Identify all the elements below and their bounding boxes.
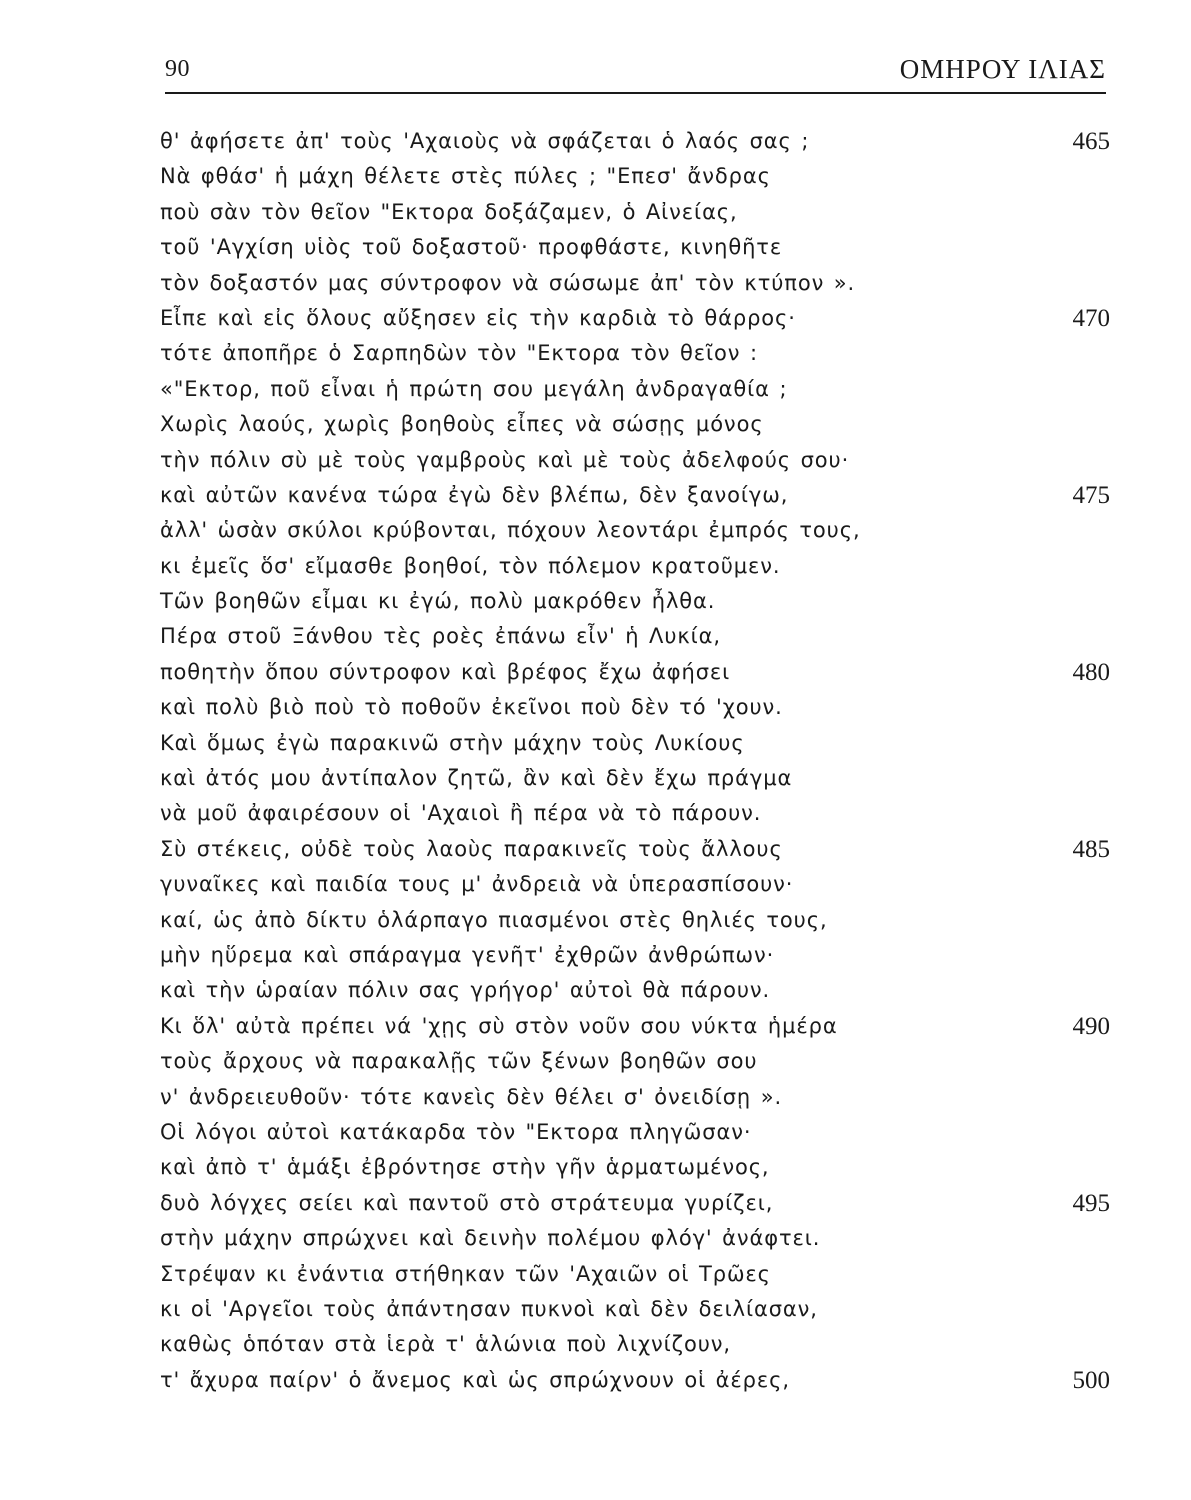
page-header — [165, 52, 1106, 92]
verse-text: θ' ἀφήσετε ἀπ' τοὺς 'Αχαιοὺς νὰ σφάζεται ὁ λαός σας ; — [160, 129, 810, 153]
verse-line — [160, 124, 1120, 159]
line-number: 480 — [1072, 658, 1110, 686]
verse-line — [160, 619, 1120, 654]
verse-text: νὰ μοῦ ἀφαιρέσουν οἱ 'Αχαιοὶ ἢ πέρα νὰ τὸ πάρουν. — [160, 801, 762, 826]
verse-line — [160, 159, 1120, 194]
verse-text: κι οἱ 'Αργεῖοι τοὺς ἀπάντησαν πυκνοὶ καὶ δὲν δειλίασαν, — [160, 1296, 818, 1321]
verse-line — [160, 443, 1120, 478]
verse-text: τὴν πόλιν σὺ μὲ τοὺς γαμβροὺς καὶ μὲ τοὺς ἀδελφούς σου· — [160, 447, 850, 472]
verse-text: καὶ αὐτῶν κανένα τώρα ἐγὼ δὲν βλέπω, δὲν ξανοίγω, — [160, 482, 789, 507]
verse-line — [160, 478, 1120, 513]
verse-line — [160, 407, 1120, 442]
verse-line — [160, 655, 1120, 690]
verse-line — [160, 584, 1120, 619]
verse-text: μὴν ηὕρεμα καὶ σπάραγμα γενῆτ' ἐχθρῶν ἀνθρώπων· — [160, 942, 775, 967]
verse-line — [160, 1292, 1120, 1327]
verse-text: «"Εκτορ, ποῦ εἶναι ἡ πρώτη σου μεγάλη ἀνδραγαθία ; — [160, 376, 788, 401]
line-number: 470 — [1072, 304, 1110, 332]
verse-text: τ' ἄχυρα παίρν' ὁ ἄνεμος καὶ ὡς σπρώχνουν οἱ ἀέρες, — [160, 1367, 790, 1392]
verse-text: Καὶ ὅμως ἐγὼ παρακινῶ στὴν μάχην τοὺς Λυκίους — [160, 730, 745, 755]
verse-line — [160, 549, 1120, 584]
line-number: 490 — [1072, 1012, 1110, 1040]
verse-line — [160, 973, 1120, 1008]
verse-text: καὶ ἀτός μου ἀντίπαλον ζητῶ, ἂν καὶ δὲν ἔχω πράγμα — [160, 766, 793, 791]
verse-text: ἀλλ' ὡσὰν σκύλοι κρύβονται, πόχουν λεοντάρι ἐμπρός τους, — [160, 518, 861, 543]
verse-text: Τῶν βοηθῶν εἶμαι κι ἐγώ, πολὺ μακρόθεν ἦλθα. — [160, 589, 716, 614]
verse-text: Σὺ στέκεις, οὐδὲ τοὺς λαοὺς παρακινεῖς τοὺς ἄλλους — [160, 836, 783, 861]
verse-text: καὶ πολὺ βιὸ ποὺ τὸ ποθοῦν ἐκεῖνοι ποὺ δὲν τό 'χουν. — [160, 695, 783, 720]
verse-line — [160, 1186, 1120, 1221]
verse-line — [160, 690, 1120, 725]
verse-text: δυὸ λόγχες σείει καὶ παντοῦ στὸ στράτευμα γυρίζει, — [160, 1190, 774, 1215]
verse-text: τότε ἀποπῆρε ὁ Σαρπηδὼν τὸν "Εκτορα τὸν θεῖον : — [160, 341, 758, 366]
verse-line — [160, 1257, 1120, 1292]
verse-text: καὶ ἀπὸ τ' ἁμάξι ἐβρόντησε στὴν γῆν ἁρματωμένος, — [160, 1155, 770, 1180]
verse-text: ποθητὴν ὅπου σύντροφον καὶ βρέφος ἔχω ἀφήσει — [160, 659, 731, 684]
verse-line — [160, 1009, 1120, 1044]
verse-line — [160, 336, 1120, 371]
verse-line — [160, 867, 1120, 902]
verse-text: Πέρα στοῦ Ξάνθου τὲς ροὲς ἐπάνω εἶν' ἡ Λυκία, — [160, 624, 721, 649]
verse-text: Εἶπε καὶ εἰς ὅλους αὔξησεν εἰς τὴν καρδιὰ τὸ θάρρος· — [160, 305, 796, 330]
running-head: ΟΜΗΡΟΥ ΙΛΙΑΣ — [899, 54, 1106, 84]
verse-line — [160, 1327, 1120, 1362]
verse-line — [160, 1150, 1120, 1185]
verse-text: καί, ὡς ἀπὸ δίκτυ ὁλάρπαγο πιασμένοι στὲς θηλιές τους, — [160, 907, 828, 932]
verse-line — [160, 195, 1120, 230]
verse-line — [160, 266, 1120, 301]
verse-line — [160, 938, 1120, 973]
verse-text: Νὰ φθάσ' ἡ μάχη θέλετε στὲς πύλες ; "Επεσ' ἄνδρας — [160, 164, 771, 189]
verse-text: κι ἐμεῖς ὅσ' εἴμασθε βοηθοί, τὸν πόλεμον κρατοῦμεν. — [160, 553, 781, 578]
verse-line — [160, 761, 1120, 796]
verse-text: Χωρὶς λαούς, χωρὶς βοηθοὺς εἶπες νὰ σώσῃς μόνος — [160, 412, 764, 437]
verse-line — [160, 513, 1120, 548]
verse-line — [160, 372, 1120, 407]
verse-text: τὸν δοξαστόν μας σύντροφον νὰ σώσωμε ἀπ' τὸν κτύπον ». — [160, 270, 856, 295]
verse-line — [160, 1080, 1120, 1115]
verse-text: καθὼς ὁπόταν στὰ ἱερὰ τ' ἁλώνια ποὺ λιχνίζουν, — [160, 1332, 732, 1357]
verse-text: Στρέψαν κι ἐνάντια στήθηκαν τῶν 'Αχαιῶν οἱ Τρῶες — [160, 1261, 771, 1286]
verse-text: στὴν μάχην σπρώχνει καὶ δεινὴν πολέμου φλόγ' ἀνάφτει. — [160, 1226, 821, 1251]
verse-text: γυναῖκες καὶ παιδία τους μ' ἀνδρειὰ νὰ ὑπερασπίσουν· — [160, 872, 794, 897]
verse-line — [160, 1115, 1120, 1150]
verse-line — [160, 301, 1120, 336]
verse-line — [160, 796, 1120, 831]
line-number: 495 — [1072, 1189, 1110, 1217]
verse-line — [160, 1221, 1120, 1256]
verse-text: τοὺς ἄρχους νὰ παρακαλῇς τῶν ξένων βοηθῶν σου — [160, 1049, 758, 1074]
page-number: 90 — [165, 56, 190, 82]
verse-line — [160, 903, 1120, 938]
line-number: 485 — [1072, 835, 1110, 863]
poem-text — [160, 124, 1120, 1398]
verse-line — [160, 1363, 1120, 1398]
verse-line — [160, 726, 1120, 761]
verse-line — [160, 1044, 1120, 1079]
line-number: 500 — [1072, 1366, 1110, 1394]
header-rule — [165, 92, 1106, 94]
verse-text: ν' ἀνδρειευθοῦν· τότε κανεὶς δὲν θέλει σ' ὀνειδίσῃ ». — [160, 1084, 783, 1109]
verse-text: καὶ τὴν ὡραίαν πόλιν σας γρήγορ' αὐτοὶ θὰ πάρουν. — [160, 978, 771, 1003]
verse-text: ποὺ σὰν τὸν θεῖον "Εκτορα δοξάζαμεν, ὁ Αἰνείας, — [160, 199, 738, 224]
verse-line — [160, 832, 1120, 867]
verse-text: Κι ὅλ' αὐτὰ πρέπει νά 'χῃς σὺ στὸν νοῦν σου νύκτα ἡμέρα — [160, 1013, 838, 1038]
line-number: 465 — [1072, 128, 1110, 155]
verse-text: τοῦ 'Αγχίση υἱὸς τοῦ δοξαστοῦ· προφθάστε, κινηθῆτε — [160, 235, 783, 260]
verse-text: Οἱ λόγοι αὐτοὶ κατάκαρδα τὸν "Εκτορα πληγῶσαν· — [160, 1119, 752, 1144]
verse-line — [160, 230, 1120, 265]
line-number: 475 — [1072, 481, 1110, 509]
